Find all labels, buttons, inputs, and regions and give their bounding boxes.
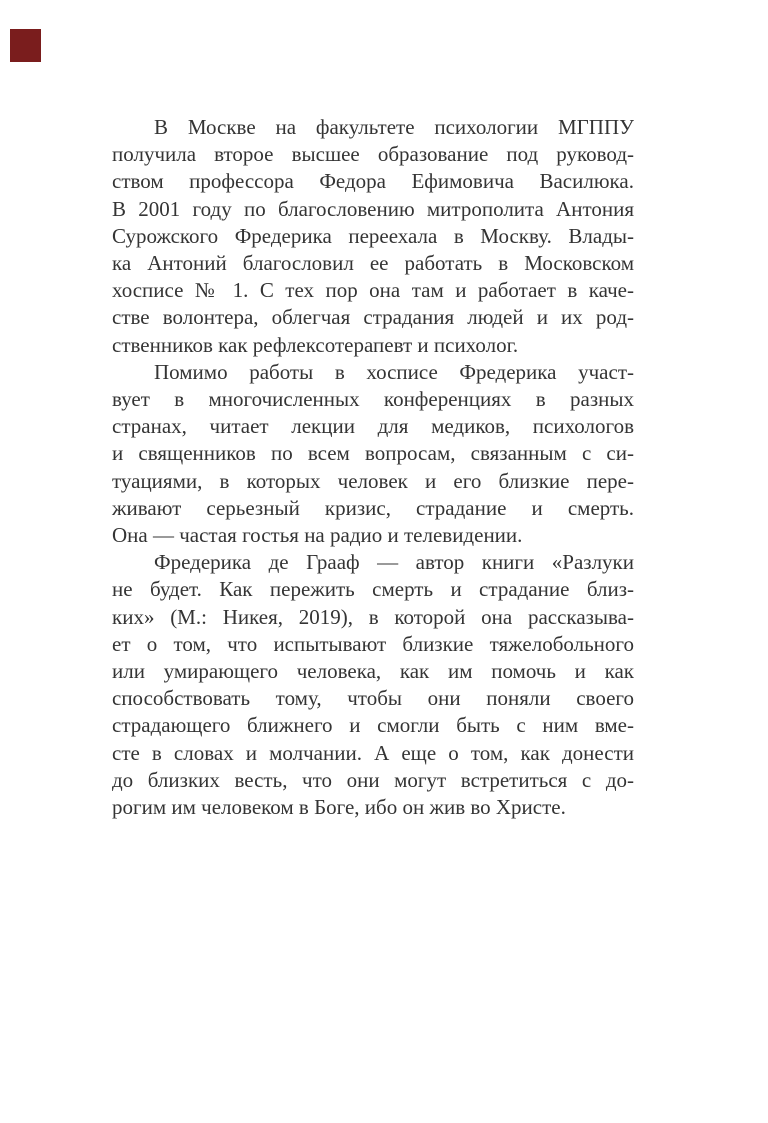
text-line: хосписе № 1. С тех пор она там и работает в каче- [112, 278, 634, 303]
text-line: не будет. Как пережить смерть и страдание близ- [112, 577, 634, 602]
text-line: ка Антоний благословил ее работать в Московском [112, 251, 634, 276]
text-line: стве волонтера, облегчая страдания людей и их род- [112, 305, 634, 330]
text-line: получила второе высшее образование под руковод- [112, 142, 634, 167]
text-line: Сурожского Фредерика переехала в Москву. Влады- [112, 223, 634, 248]
text-line: В Москве на факультете психологии МГППУ [154, 115, 634, 139]
text-line: страдающего ближнего и смогли быть с ним вме- [112, 713, 634, 738]
corner-marker-square [10, 29, 41, 62]
text-line: туациями, в которых человек и его близкие пере- [112, 468, 634, 493]
text-line: ких» (М.: Никея, 2019), в которой она рассказыва- [112, 604, 634, 629]
paragraph [112, 359, 634, 549]
paragraph [112, 114, 634, 359]
text-line: В 2001 году по благословению митрополита Антония [112, 196, 634, 221]
text-line: Она — частая гостья на радио и телевидении. [112, 523, 523, 548]
text-line: до близких весть, что они могут встретиться с до- [112, 767, 634, 792]
text-line: Помимо работы в хосписе Фредерика участ- [154, 359, 634, 384]
text-line: странах, читает лекции для медиков, психологов [112, 414, 634, 439]
text-line: или умирающего человека, как им помочь и как [112, 659, 634, 684]
text-line: способствовать тому, чтобы они поняли своего [112, 686, 634, 711]
paragraph [112, 549, 634, 821]
text-line: сте в словах и молчании. А еще о том, как донести [112, 740, 634, 765]
text-line: ством профессора Федора Ефимовича Василюка. [112, 169, 634, 194]
text-line: и священников по всем вопросам, связанным с си- [112, 441, 634, 466]
text-line: живают серьезный кризис, страдание и смерть. [112, 495, 634, 520]
text-line: ственников как рефлексотерапевт и психолог. [112, 332, 519, 357]
text-line: Фредерика де Грааф — автор книги «Разлуки [154, 550, 634, 575]
text-line: рогим им человеком в Боге, ибо он жив во Христе. [112, 795, 566, 820]
text-block [112, 114, 634, 821]
text-line: ет о том, что испытывают близкие тяжелобольного [112, 631, 634, 656]
text-line: вует в многочисленных конференциях в разных [112, 387, 634, 412]
